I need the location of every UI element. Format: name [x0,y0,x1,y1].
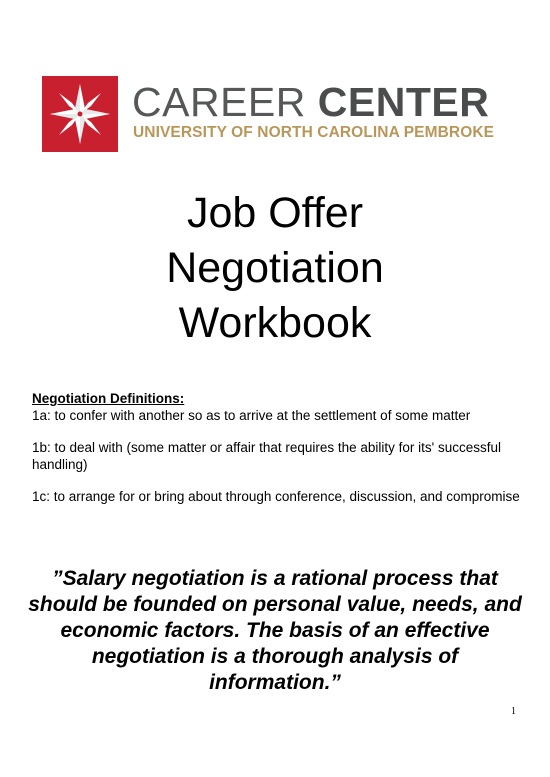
definitions-section [32,390,522,520]
definitions-heading: Negotiation Definitions: [32,391,185,406]
title-line-2: Negotiation [166,244,384,292]
logo-title [132,80,489,124]
logo-title-bold: CENTER [317,79,490,125]
compass-star-icon [42,76,118,152]
title-line-1: Job Offer [186,189,364,237]
definition-item: 1c: to arrange for or bring about through conference, discussion, and compromise [32,489,520,504]
document-title [0,186,550,351]
logo-subtitle: UNIVERSITY OF NORTH CAROLINA PEMBROKE [133,124,495,141]
salary-quote: ”Salary negotiation is a rational process that should be founded on personal value, needs, and economic factors. The basis of an effective negotiation is a thorough analysis of information.” [28,567,522,694]
definition-item: 1b: to deal with (some matter or affair that requires the ability for its' successful handling) [32,440,502,472]
definition-item: 1a: to confer with another so as to arrive at the settlement of some matter [32,408,471,423]
logo-title-regular: CAREER [132,79,318,125]
title-line-3: Workbook [178,299,372,347]
page-number: 1 [511,706,516,717]
career-center-logo [42,76,522,152]
